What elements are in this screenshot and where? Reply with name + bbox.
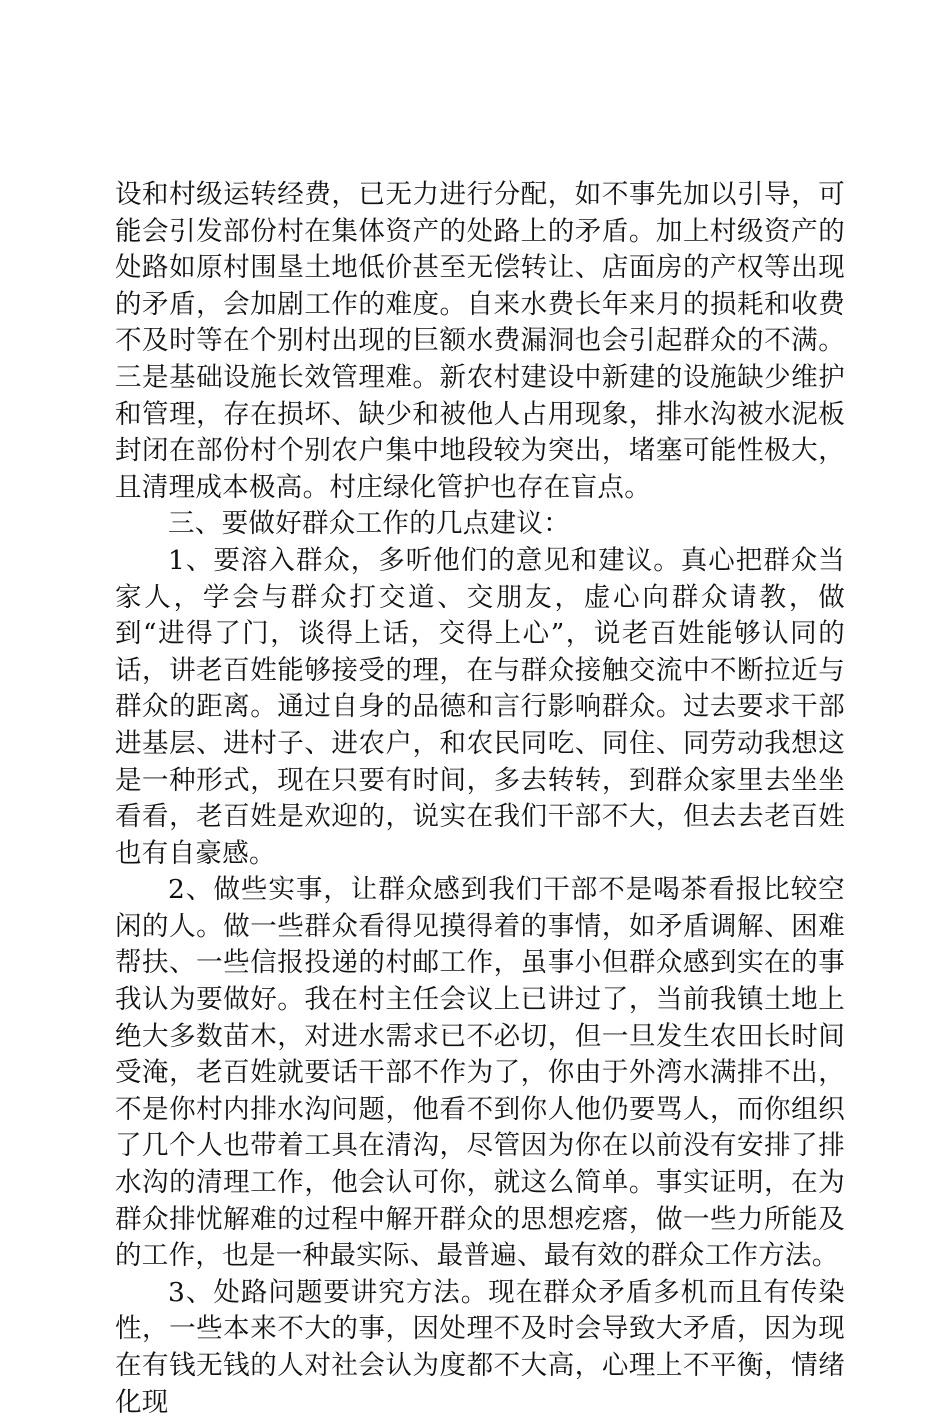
paragraph-suggestion-1: 1、要溶入群众，多听他们的意见和建议。真心把群众当家人，学会与群众打交道、交朋友，虚心向群众请教，做到“进得了门，谈得上话，交得上心”，说老百姓能够认同的话，讲老百姓能够接受的理，在与群众接触交流中不断拉近与群众的距离。通过自身的品德和言行影响群众。过去要求干部进基层、进村子、进农户，和农民同吃、同住、同劳动我想这是一种形式，现在只要有时间，多去转转，到群众家里去坐坐看看，老百姓是欢迎的，说实在我们干部不大，但去去老百姓也有自豪感。 — [115, 544, 845, 869]
paragraph-suggestion-2: 2、做些实事，让群众感到我们干部不是喝茶看报比较空闲的人。做一些群众看得见摸得着的事情，如矛盾调解、困难帮扶、一些信报投递的村邮工作，虽事小但群众感到实在的事我认为要做好。我在村主任会议上已讲过了，当前我镇土地上绝大多数苗木，对进水需求已不必切，但一旦发生农田长时间受淹，老百姓就要话干部不作为了，你由于外湾水满排不出，不是你村内排水沟问题，他看不到你人他仍要骂人，而你组织了几个人也带着工具在清沟，尽管因为你在以前没有安排了排水沟的清理工作，他会认可你，就这么简单。事实证明，在为群众排忧解难的过程中解开群众的思想疙瘩，做一些力所能及的工作，也是一种最实际、最普遍、最有效的群众工作方法。 — [115, 874, 845, 1272]
paragraph-suggestion-3: 3、处路问题要讲究方法。现在群众矛盾多机而且有传染性，一些本来不大的事，因处理不及时会导致大矛盾，因为现在有钱无钱的人对社会认为度都不大高，心理上不平衡，情绪化现 — [115, 1276, 845, 1418]
paragraph-continuation: 设和村级运转经费，已无力进行分配，如不事先加以引导，可能会引发部份村在集体资产的处路上的矛盾。加上村级资产的处路如原村围垦土地低价甚至无偿转让、店面房的产权等出现的矛盾，会加剧工作的难度。自来水费长年来月的损耗和收费不及时等在个别村出现的巨额水费漏洞也会引起群众的不满。三是基础设施长效管理难。新农村建设中新建的设施缺少维护和管理，存在损坏、缺少和被他人占用现象，排水沟被水泥板封闭在部份村个别农户集中地段较为突出，堵塞可能性极大，且清理成本极高。村庄绿化管护也存在盲点。 — [115, 179, 845, 503]
document-body — [115, 177, 845, 1421]
section-heading-suggestions: 三、要做好群众工作的几点建议： — [168, 508, 570, 540]
